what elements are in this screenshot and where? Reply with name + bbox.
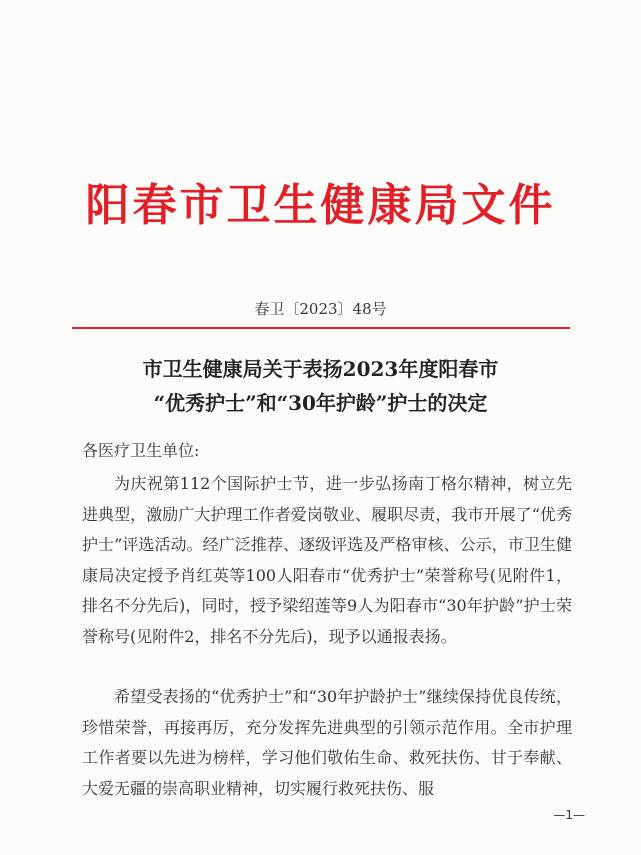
body-paragraph-1: 为庆祝第112个国际护士节，进一步弘扬南丁格尔精神，树立先进典型，激励广大护理工作者爱岗敬业、履职尽责，我市开展了“优秀护士”评选活动。经广泛推荐、逐级评选及严格审核、公示，市卫生健康局决定授予肖红英等100人阳春市“优秀护士”荣誉称号(见附件1，排名不分先后)，同时，授予梁绍莲等9人为阳春市“30年护龄”护士荣誉称号(见附件2，排名不分先后)，现予以通报表扬。 bbox=[82, 474, 572, 646]
page-number: —1— bbox=[553, 808, 585, 822]
document-title-line-1: 市卫生健康局关于表扬2023年度阳春市 bbox=[142, 357, 499, 381]
salutation: 各医疗卫生单位: bbox=[82, 441, 200, 460]
document-number: 春卫〔2023〕48号 bbox=[254, 300, 387, 318]
document-title-line-2: “优秀护士”和“30年护龄”护士的决定 bbox=[153, 391, 488, 415]
body-paragraph-2: 希望受表扬的“优秀护士”和“30年护龄护士”继续保持优良传统，珍惜荣誉，再接再厉，充分发挥先进典型的引领示范作用。全市护理工作者要以先进为榜样，学习他们敬佑生命、救死扶伤、甘于奉献、大爱无疆的崇高职业精神，切实履行救死扶伤、服 bbox=[82, 687, 572, 798]
document-title bbox=[0, 352, 641, 420]
red-divider-line bbox=[72, 327, 570, 329]
issuing-authority-header: 阳春市卫生健康局文件 bbox=[85, 180, 556, 231]
